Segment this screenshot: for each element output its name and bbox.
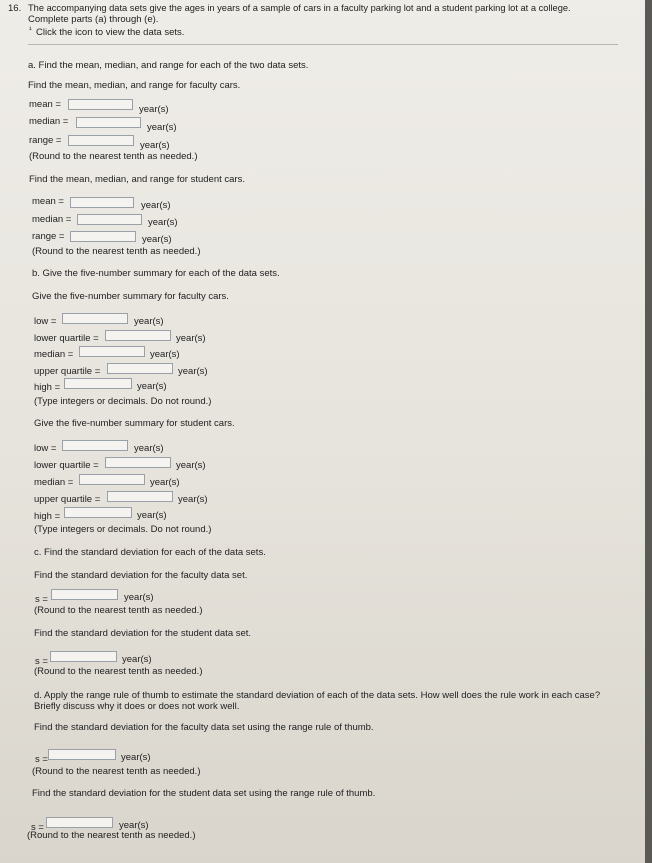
student-median5-input[interactable] <box>79 474 145 485</box>
faculty-median-unit: year(s) <box>147 122 177 133</box>
student-mean-input[interactable] <box>70 197 134 208</box>
student-range-label: range = <box>32 231 65 242</box>
student-s-input[interactable] <box>50 651 117 662</box>
student-high-label: high = <box>34 511 61 522</box>
student-low-unit: year(s) <box>134 443 164 454</box>
part-a-student-prompt: Find the mean, median, and range for student cars. <box>29 174 245 185</box>
faculty-high-input[interactable] <box>64 378 132 389</box>
faculty-thumb-s-unit: year(s) <box>121 752 151 763</box>
faculty-mean-input[interactable] <box>68 99 133 110</box>
student-thumb-s-input[interactable] <box>46 817 113 828</box>
problem-intro: The accompanying data sets give the ages in years of a sample of cars in a faculty parking lot and a student parking lot at a college. <box>28 3 571 13</box>
faculty-mean-unit: year(s) <box>139 104 169 115</box>
faculty-thumb-s-input[interactable] <box>48 749 116 760</box>
student-lower-quartile-unit: year(s) <box>176 460 206 471</box>
student-upper-quartile-unit: year(s) <box>178 494 208 505</box>
header-divider <box>28 44 618 45</box>
faculty-median-input[interactable] <box>76 117 141 128</box>
faculty-median5-unit: year(s) <box>150 349 180 360</box>
faculty-s-input[interactable] <box>51 589 118 600</box>
part-d-title-line1: d. Apply the range rule of thumb to estimate the standard deviation of each of the data sets. How well does the rule work in each case? <box>34 690 601 701</box>
faculty-low-label: low = <box>34 316 57 327</box>
faculty-high-label: high = <box>34 382 61 393</box>
part-a-faculty-prompt: Find the mean, median, and range for faculty cars. <box>28 80 241 91</box>
student-range-input[interactable] <box>70 231 136 242</box>
page-edge <box>645 0 652 863</box>
faculty-thumb-s-label: s = <box>35 754 48 765</box>
part-b-faculty-type-note: (Type integers or decimals. Do not round.) <box>34 396 212 407</box>
student-lower-quartile-input[interactable] <box>105 457 171 468</box>
part-d-faculty-prompt: Find the standard deviation for the faculty data set using the range rule of thumb. <box>34 722 374 733</box>
part-c-title: c. Find the standard deviation for each of the data sets. <box>34 547 266 558</box>
part-c-faculty-prompt: Find the standard deviation for the faculty data set. <box>34 570 248 581</box>
faculty-range-input[interactable] <box>68 135 134 146</box>
faculty-high-unit: year(s) <box>137 381 167 392</box>
student-median-input[interactable] <box>77 214 142 225</box>
faculty-median5-input[interactable] <box>79 346 145 357</box>
part-b-student-type-note: (Type integers or decimals. Do not round.) <box>34 524 212 535</box>
faculty-median-label: median = <box>29 116 69 127</box>
problem-number: 16. <box>8 3 22 14</box>
student-high-input[interactable] <box>64 507 132 518</box>
student-mean-label: mean = <box>32 196 64 207</box>
faculty-median5-label: median = <box>34 349 74 360</box>
part-d-student-prompt: Find the standard deviation for the student data set using the range rule of thumb. <box>32 788 376 799</box>
faculty-s-unit: year(s) <box>124 592 154 603</box>
faculty-lower-quartile-unit: year(s) <box>176 333 206 344</box>
student-low-label: low = <box>34 443 57 454</box>
faculty-low-unit: year(s) <box>134 316 164 327</box>
part-c-student-prompt: Find the standard deviation for the student data set. <box>34 628 252 639</box>
part-b-student-prompt: Give the five-number summary for student cars. <box>34 418 235 429</box>
student-thumb-s-label: s = <box>31 822 44 833</box>
student-median5-label: median = <box>34 477 74 488</box>
student-upper-quartile-label: upper quartile = <box>34 494 101 505</box>
part-d-student-round-note: (Round to the nearest tenth as needed.) <box>27 830 196 841</box>
student-high-unit: year(s) <box>137 510 167 521</box>
faculty-upper-quartile-label: upper quartile = <box>34 366 101 377</box>
student-mean-unit: year(s) <box>141 200 171 211</box>
faculty-range-label: range = <box>29 135 62 146</box>
part-a-title: a. Find the mean, median, and range for each of the two data sets. <box>28 60 309 71</box>
student-s-label: s = <box>35 656 48 667</box>
data-set-icon[interactable]: ¹ <box>29 25 32 34</box>
faculty-upper-quartile-unit: year(s) <box>178 366 208 377</box>
faculty-s-label: s = <box>35 594 48 605</box>
student-median-unit: year(s) <box>148 217 178 228</box>
part-b-title: b. Give the five-number summary for each of the data sets. <box>32 268 280 279</box>
faculty-lower-quartile-input[interactable] <box>105 330 171 341</box>
faculty-range-unit: year(s) <box>140 140 170 151</box>
student-low-input[interactable] <box>62 440 128 451</box>
part-c-student-round-note: (Round to the nearest tenth as needed.) <box>34 666 203 677</box>
student-upper-quartile-input[interactable] <box>107 491 173 502</box>
student-range-unit: year(s) <box>142 234 172 245</box>
student-thumb-s-unit: year(s) <box>119 820 149 831</box>
part-b-faculty-prompt: Give the five-number summary for faculty cars. <box>32 291 229 302</box>
student-lower-quartile-label: lower quartile = <box>34 460 99 471</box>
part-c-faculty-round-note: (Round to the nearest tenth as needed.) <box>34 605 203 616</box>
student-median5-unit: year(s) <box>150 477 180 488</box>
faculty-mean-label: mean = <box>29 99 61 110</box>
part-a-student-round-note: (Round to the nearest tenth as needed.) <box>32 246 201 257</box>
part-d-title-line2: Briefly discuss why it does or does not work well. <box>34 701 240 712</box>
faculty-lower-quartile-label: lower quartile = <box>34 333 99 344</box>
icon-note: Click the icon to view the data sets. <box>36 27 185 38</box>
part-a-faculty-round-note: (Round to the nearest tenth as needed.) <box>29 151 198 162</box>
faculty-low-input[interactable] <box>62 313 128 324</box>
student-s-unit: year(s) <box>122 654 152 665</box>
part-d-faculty-round-note: (Round to the nearest tenth as needed.) <box>32 766 201 777</box>
faculty-upper-quartile-input[interactable] <box>107 363 173 374</box>
problem-instruction: Complete parts (a) through (e). <box>28 14 159 25</box>
student-median-label: median = <box>32 214 72 225</box>
